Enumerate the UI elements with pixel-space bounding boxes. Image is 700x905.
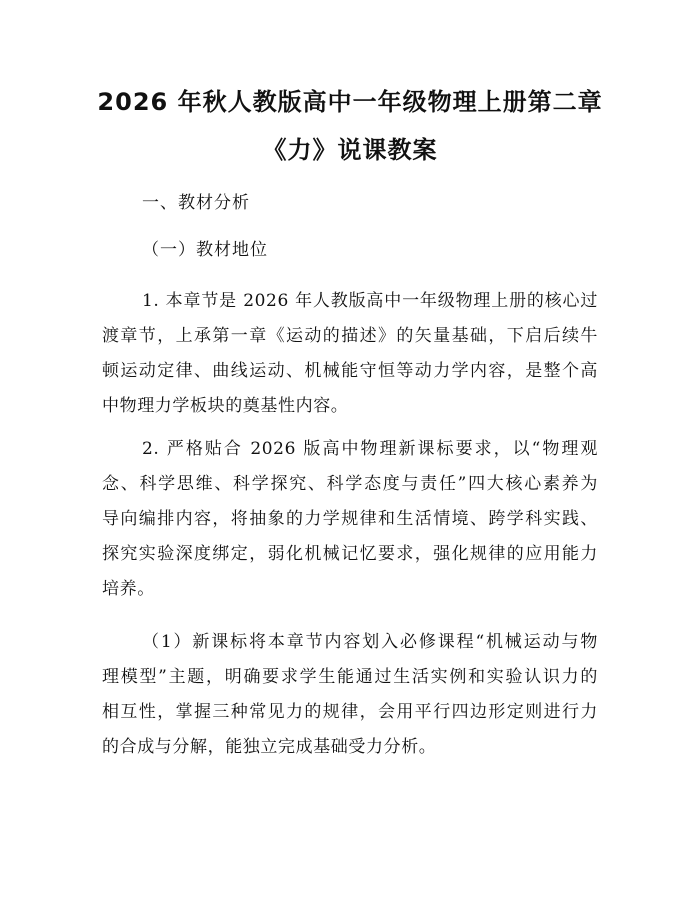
paragraph-1-line-4: 中物理力学板块的奠基性内容。 (102, 396, 349, 416)
paragraph-1-line-2: 渡章节，上承第一章《运动的描述》的矢量基础，下启后续牛 (102, 326, 598, 346)
paragraph-2-line-5: 培养。 (102, 579, 155, 599)
document-title-line-2: 《力》说课教案 (262, 136, 438, 164)
paragraph-2-line-3: 导向编排内容，将抽象的力学规律和生活情境、跨学科实践、 (102, 509, 598, 529)
paragraph-2-line-1: 2. 严格贴合 2026 版高中物理新课标要求，以“物理观 (142, 439, 598, 459)
subsection-heading: （一）教材地位 (142, 240, 268, 260)
paragraph-3-line-4: 的合成与分解，能独立完成基础受力分析。 (102, 737, 437, 757)
paragraph-1-line-3: 顿运动定律、曲线运动、机械能守恒等动力学内容，是整个高 (102, 361, 598, 381)
paragraph-1-line-1: 1. 本章节是 2026 年人教版高中一年级物理上册的核心过 (142, 291, 598, 311)
paragraph-3 (102, 625, 598, 765)
paragraph-3-line-1: （1）新课标将本章节内容划入必修课程“机械运动与物 (142, 632, 598, 652)
document-title-line-1: 2026 年秋人教版高中一年级物理上册第二章 (97, 88, 603, 116)
paragraph-2-line-4: 探究实验深度绑定，弱化机械记忆要求，强化规律的应用能力 (102, 544, 598, 564)
paragraph-2-line-2: 念、科学思维、科学探究、科学态度与责任”四大核心素养为 (102, 474, 598, 494)
paragraph-2 (102, 432, 598, 607)
section-heading: 一、教材分析 (142, 193, 250, 213)
paragraph-3-line-2: 理模型”主题，明确要求学生能通过生活实例和实验认识力的 (102, 667, 598, 687)
paragraph-1 (102, 284, 598, 424)
paragraph-3-line-3: 相互性，掌握三种常见力的规律，会用平行四边形定则进行力 (102, 702, 598, 722)
